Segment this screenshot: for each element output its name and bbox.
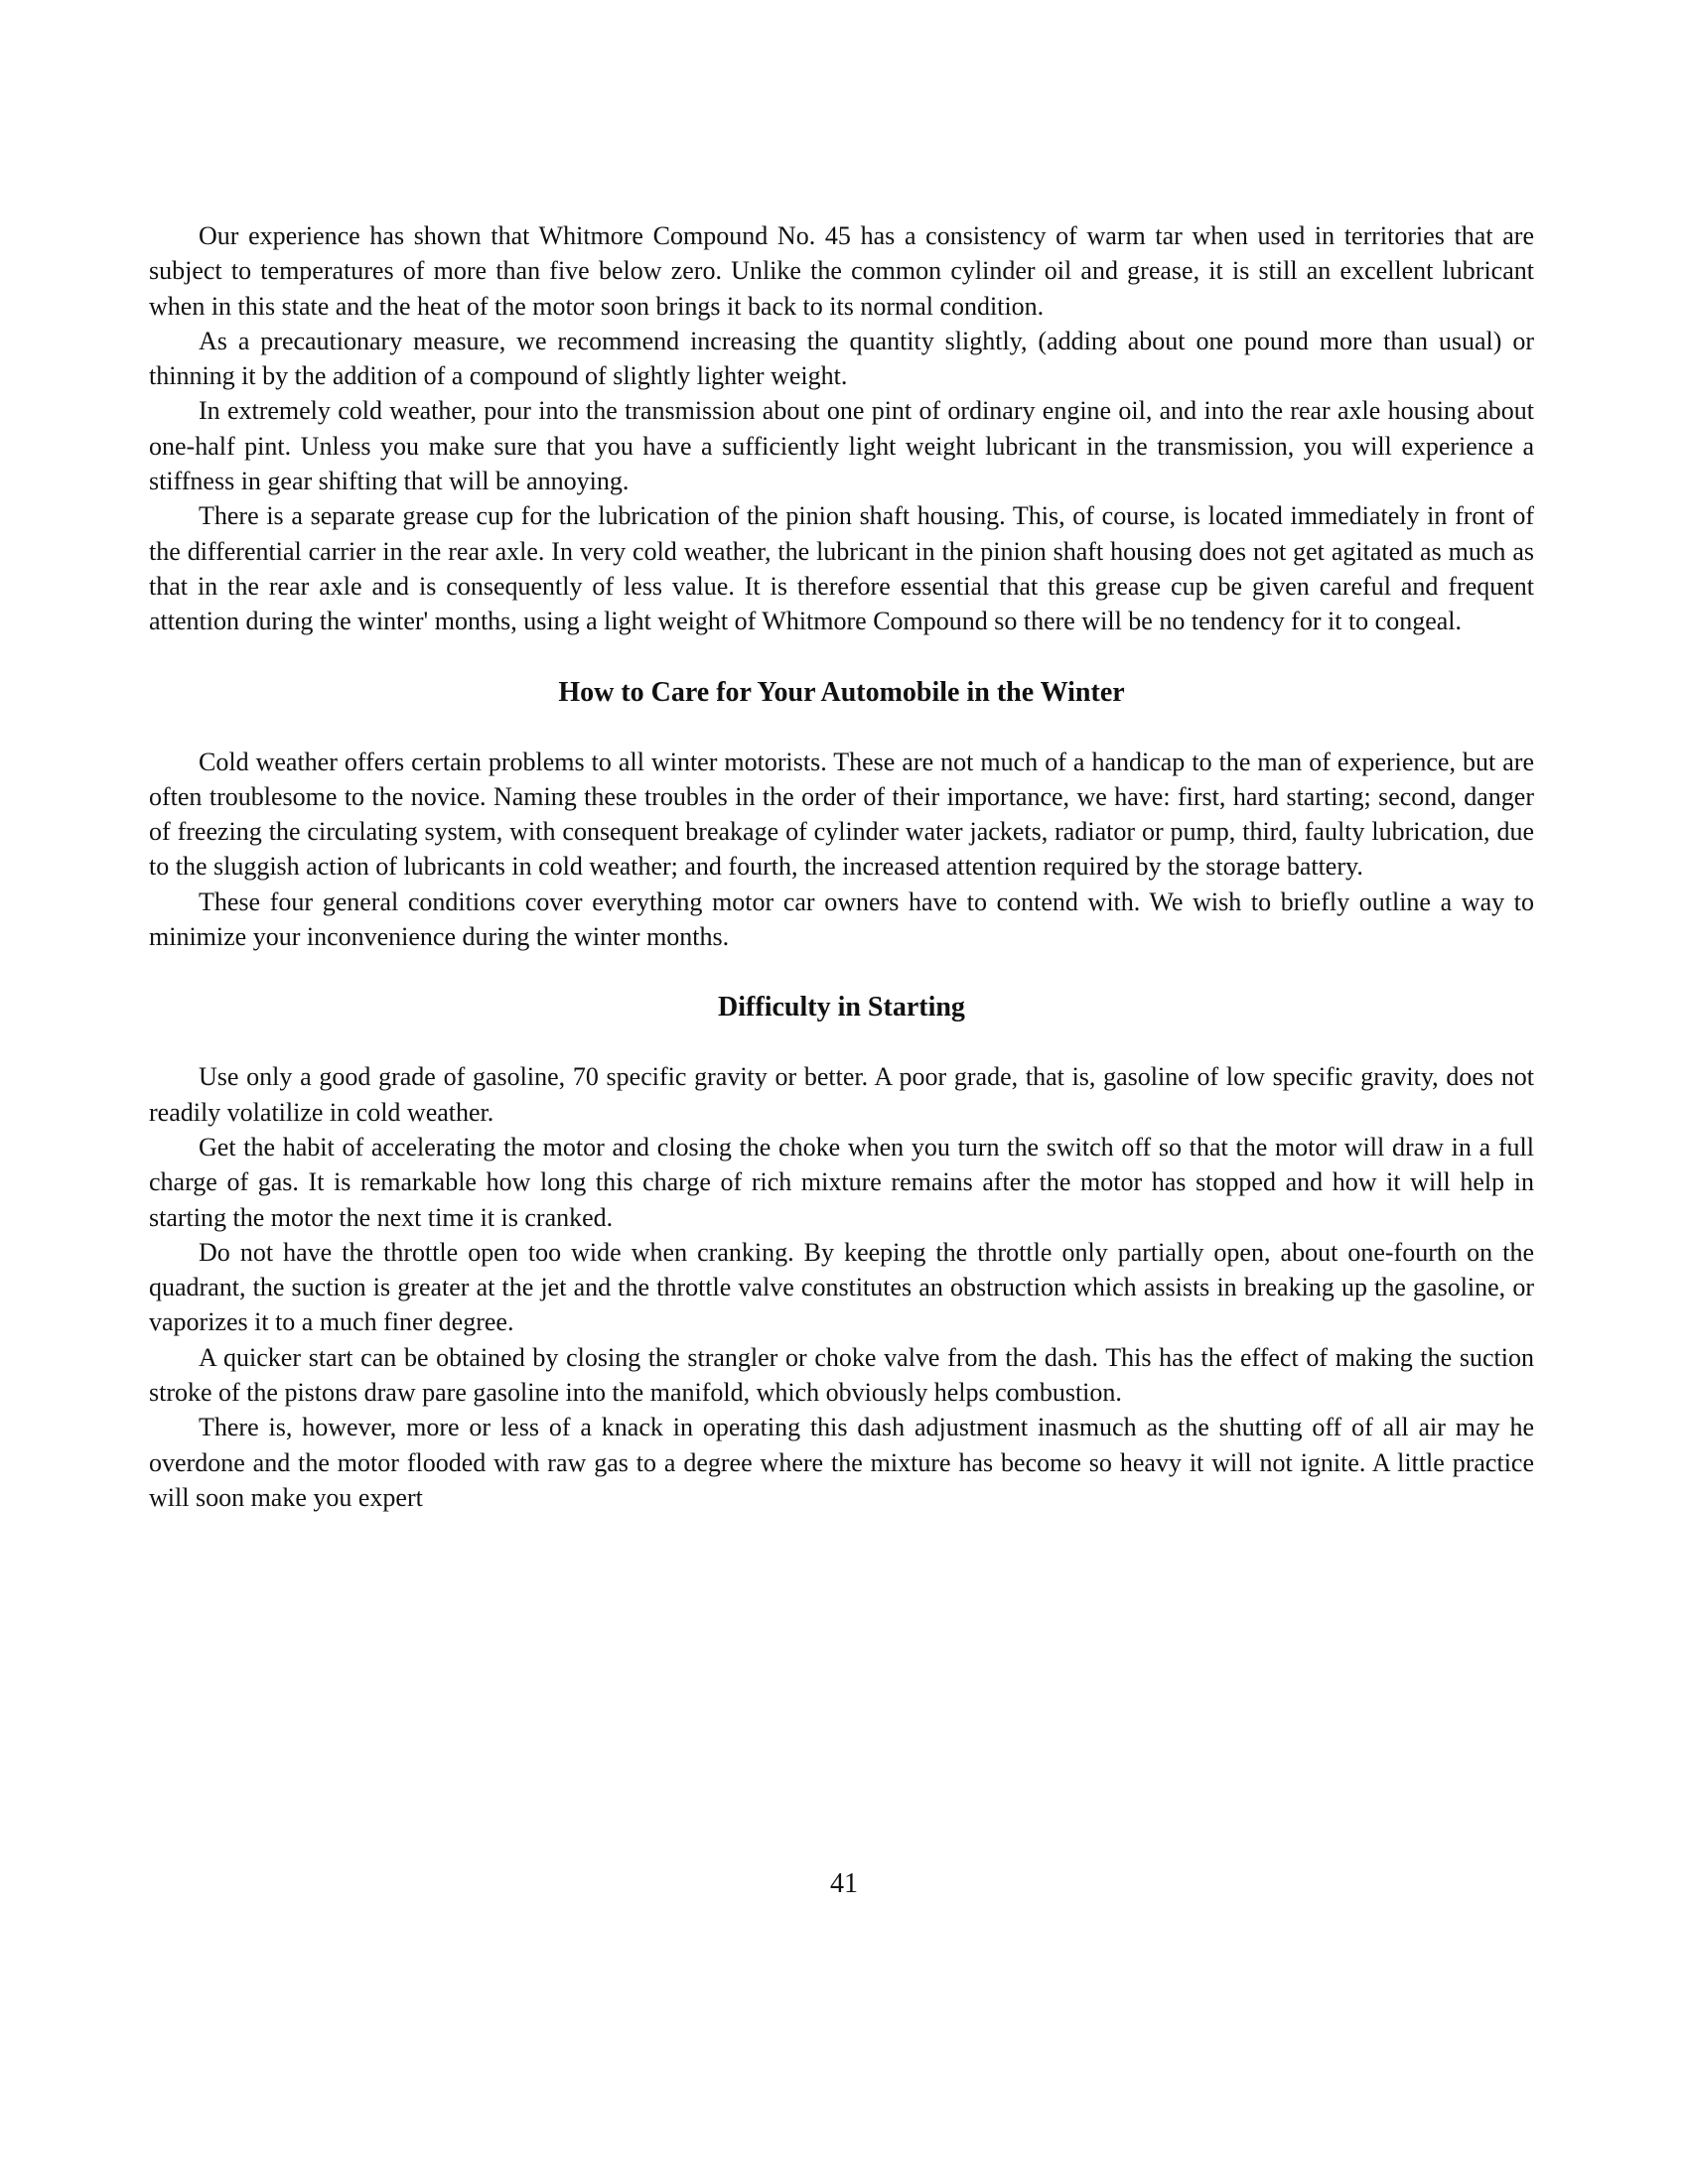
- section-heading: How to Care for Your Automobile in the Winter: [558, 676, 1125, 708]
- paragraph: Our experience has shown that Whitmore Compound No. 45 has a consistency of warm tar when used in territories that are subject to temperatures of more than five below zero. Unlike the common cylinder oil and grease, it is still an excellent lubricant when in this state and the heat of the motor soon brings it back to its normal condition.: [149, 221, 1534, 321]
- paragraph: Use only a good grade of gasoline, 70 specific gravity or better. A poor grade, that is, gasoline of low specific gravity, does not readily volatilize in cold weather.: [149, 1062, 1534, 1127]
- winter-care-section: [149, 675, 1534, 955]
- paragraph: As a precautionary measure, we recommend increasing the quantity slightly, (adding about one pound more than usual) or thinning it by the addition of a compound of slightly lighter weight.: [149, 326, 1534, 391]
- starting-section: [149, 990, 1534, 1515]
- paragraph: Do not have the throttle open too wide when cranking. By keeping the throttle only partially open, about one-fourth on the quadrant, the suction is greater at the jet and the throttle valve constitutes an obstruction which assists in breaking up the gasoline, or vaporizes it to a much finer degree.: [149, 1237, 1534, 1337]
- paragraph: These four general conditions cover everything motor car owners have to contend with. We wish to briefly outline a way to minimize your inconvenience during the winter months.: [149, 887, 1534, 952]
- paragraph: In extremely cold weather, pour into the transmission about one pint of ordinary engine oil, and into the rear axle housing about one-half pint. Unless you make sure that you have a sufficiently light weight lubricant in the transmission, you will experience a stiffness in gear shifting that will be annoying.: [149, 396, 1534, 496]
- paragraph: There is, however, more or less of a knack in operating this dash adjustment inasmuch as the shutting off of all air may he overdone and the motor flooded with raw gas to a degree where the mixture has become so heavy it will not ignite. A little practice will soon make you expert: [149, 1413, 1534, 1512]
- document-page: [149, 218, 1534, 1515]
- paragraph: Cold weather offers certain problems to all winter motorists. These are not much of a handicap to the man of experience, but are often troublesome to the novice. Naming these troubles in the order of their importance, we have: first, hard starting; second, danger of freezing the circulating system, with consequent breakage of cylinder water jackets, radiator or pump, third, faulty lubrication, due to the sluggish action of lubricants in cold weather; and fourth, the increased attention required by the storage battery.: [149, 747, 1534, 882]
- section-heading: Difficulty in Starting: [718, 992, 965, 1024]
- paragraph: There is a separate grease cup for the lubrication of the pinion shaft housing. This, of course, is located immediately in front of the differential carrier in the rear axle. In very cold weather, the lubricant in the pinion shaft housing does not get agitated as much as that in the rear axle and is consequently of less value. It is therefore essential that this grease cup be given careful and frequent attention during the winter' months, using a light weight of Whitmore Compound so there will be no tendency for it to congeal.: [149, 501, 1534, 636]
- paragraph: Get the habit of accelerating the motor and closing the choke when you turn the switch off so that the motor will draw in a full charge of gas. It is remarkable how long this charge of rich mixture remains after the motor has stopped and how it will help in starting the motor the next time it is cranked.: [149, 1132, 1534, 1232]
- paragraph: A quicker start can be obtained by closing the strangler or choke valve from the dash. This has the effect of making the suction stroke of the pistons draw pare gasoline into the manifold, which obviously helps combustion.: [149, 1342, 1534, 1408]
- page-number: 41: [830, 1868, 858, 1899]
- lubrication-section: [149, 218, 1534, 639]
